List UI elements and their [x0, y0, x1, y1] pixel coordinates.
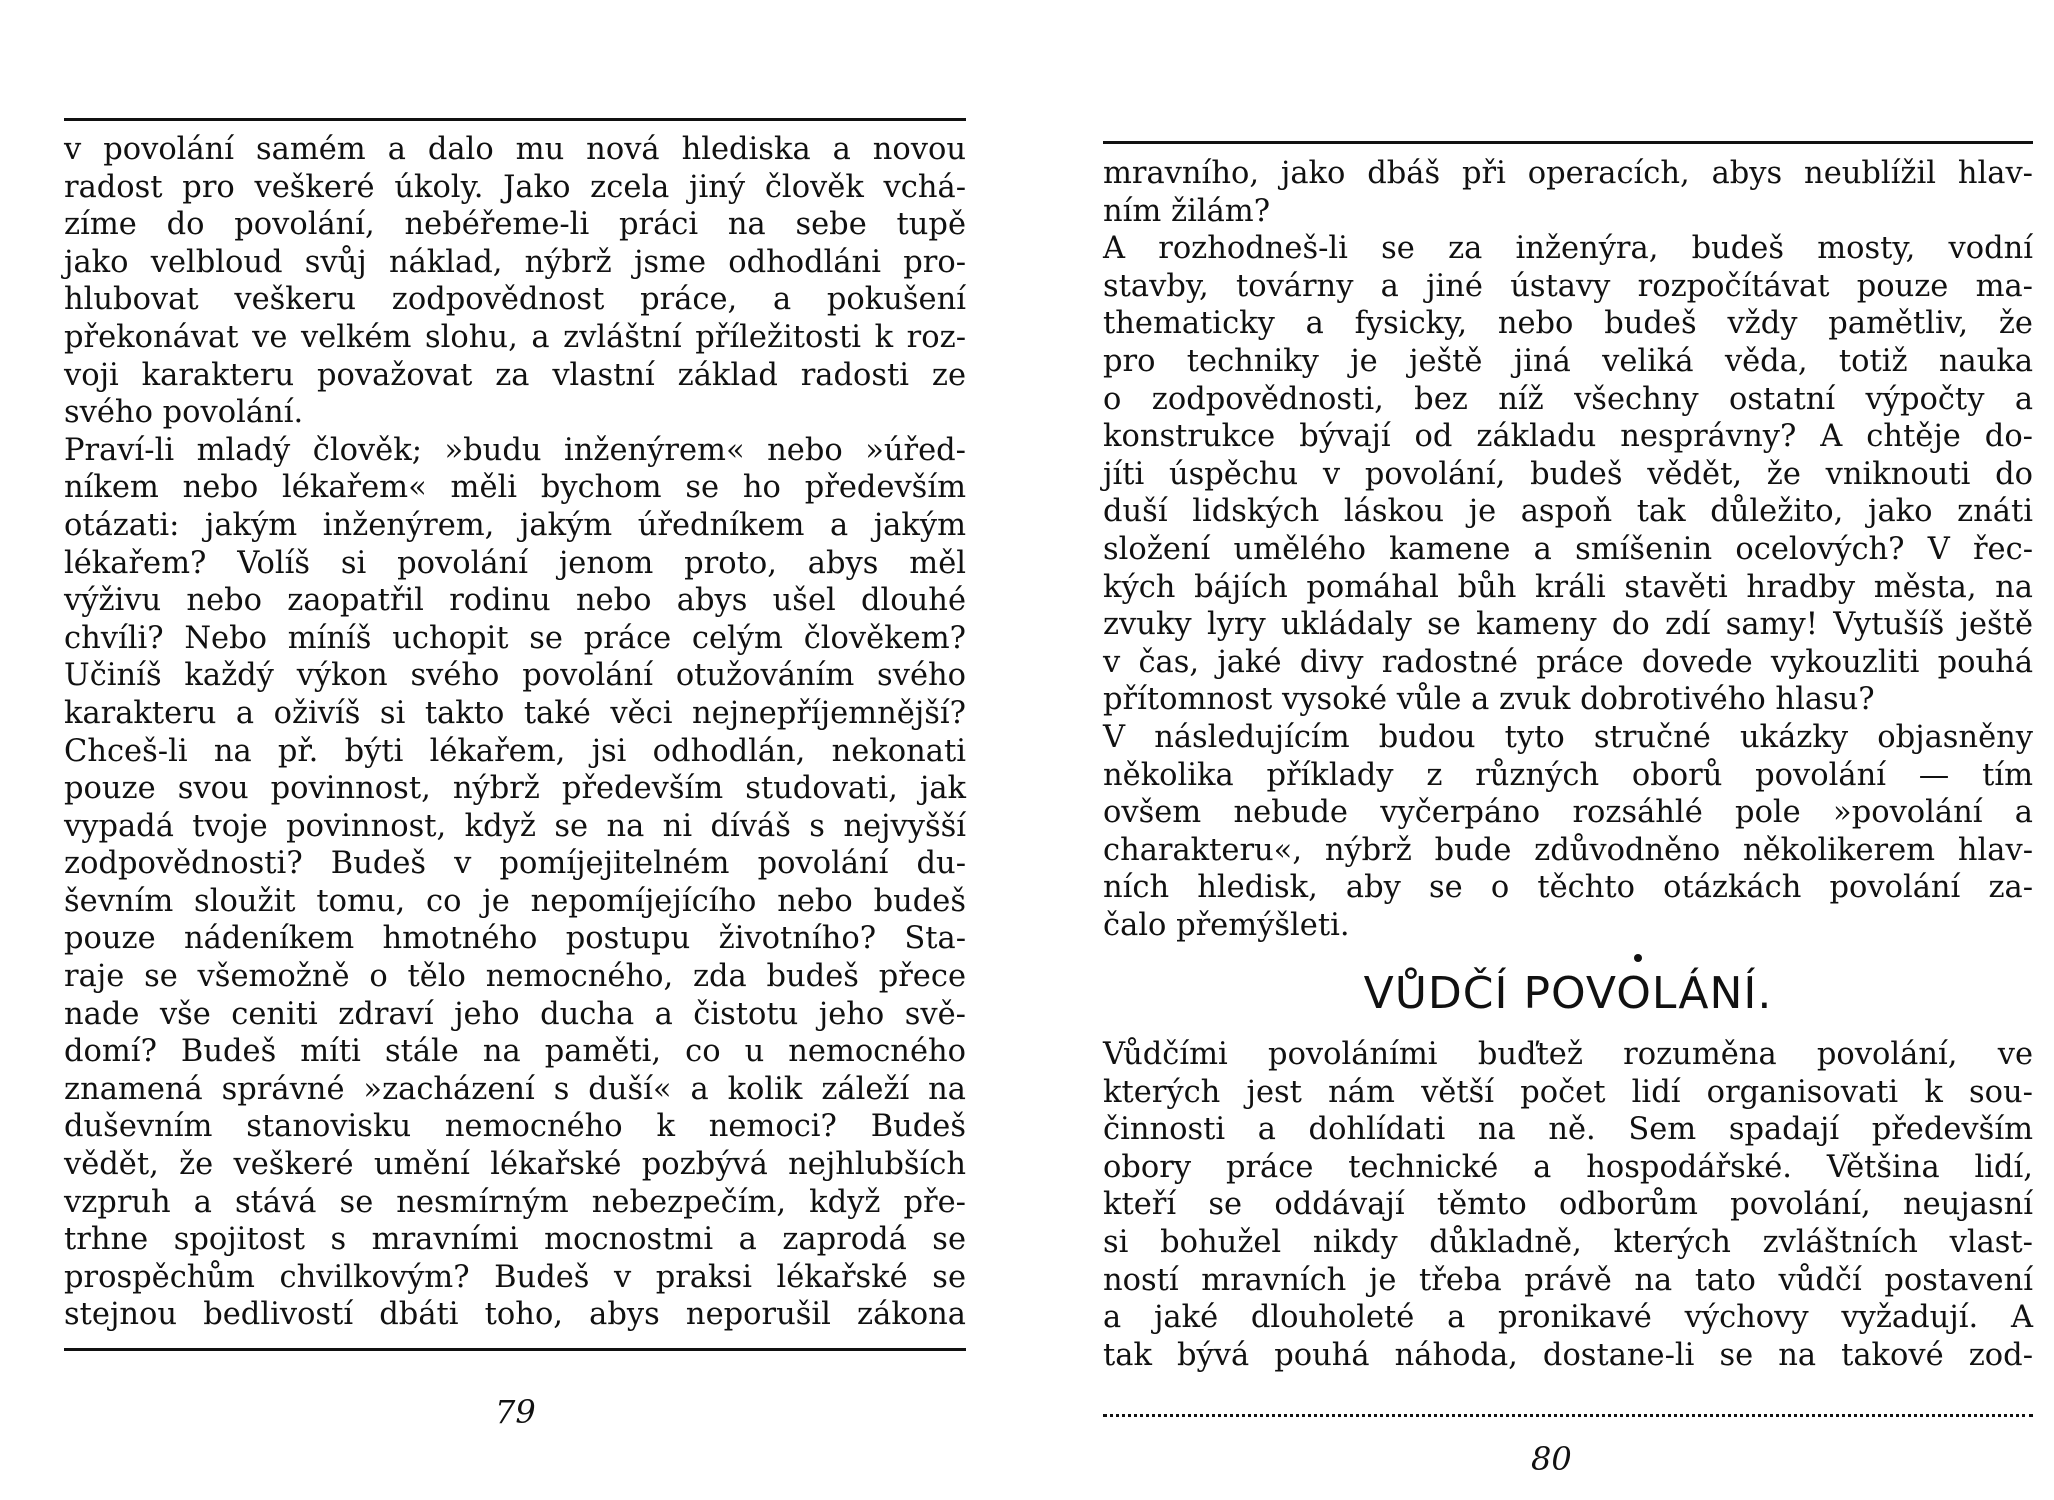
- text-line: v čas, jaké divy radostné práce dovede vykouzliti pouhá: [1103, 644, 2033, 680]
- text-line: ovšem nebude vyčerpáno rozsáhlé pole »povolání a: [1103, 795, 2033, 831]
- text-line: přítomnost vysoké vůle a zvuk dobrotivého hlasu?: [1103, 682, 1875, 718]
- text-line: si bohužel nikdy důkladně, kterých zvláštních vlast-: [1103, 1224, 2033, 1260]
- text-line: charakteru«, nýbrž bude zdůvodněno několikerem hlav-: [1103, 832, 2033, 868]
- text-line: radost pro veškeré úkoly. Jako zcela jiný člověk vchá-: [64, 169, 966, 205]
- text-line: stejnou bedlivostí dbáti toho, abys neporušil zákona: [64, 1297, 966, 1333]
- text-line: vypadá tvoje povinnost, když se na ni díváš s nejvyšší: [64, 808, 966, 844]
- text-line: svého povolání.: [64, 395, 304, 431]
- text-line: domí? Budeš míti stále na paměti, co u nemocného: [64, 1034, 966, 1070]
- left-body-text: [64, 131, 966, 1334]
- text-line: Vůdčími povoláními buďtež rozuměna povolání, ve: [1103, 1037, 2033, 1072]
- text-line: tak bývá pouhá náhoda, dostane-li se na takové zod-: [1103, 1337, 2033, 1373]
- section-heading: VŮDČÍ POVOLÁNÍ.: [1363, 968, 1773, 1019]
- top-rule: [1103, 141, 2033, 144]
- text-line: trhne spojitost s mravními mocnostmi a zaprodá se: [64, 1222, 966, 1258]
- bottom-rule: [1103, 1414, 2033, 1417]
- text-line: chvíli? Nebo míníš uchopit se práce celým člověkem?: [64, 620, 966, 656]
- text-line: Chceš-li na př. býti lékařem, jsi odhodlán, nekonati: [64, 733, 966, 769]
- text-line: vzpruh a stává se nesmírným nebezpečím, když pře-: [64, 1184, 966, 1220]
- text-line: výživu nebo zaopatřil rodinu nebo abys ušel dlouhé: [64, 583, 966, 619]
- text-line: zíme do povolání, nebéřeme-li práci na sebe tupě: [64, 207, 966, 243]
- text-line: níkem nebo lékařem« měli bychom se ho především: [64, 470, 966, 506]
- text-line: jako velbloud svůj náklad, nýbrž jsme odhodláni pro-: [64, 244, 966, 280]
- text-line: A rozhodneš-li se za inženýra, budeš mosty, vodní: [1103, 231, 2033, 267]
- text-line: znamená správné »zacházení s duší« a kolik záleží na: [64, 1071, 966, 1107]
- text-line: složení umělého kamene a smíšenin ocelových? V řec-: [1103, 531, 2033, 567]
- text-line: jíti úspěchu v povolání, budeš vědět, že vniknouti do: [1103, 456, 2033, 492]
- text-line: kteří se oddávají těmto odborům povolání, neujasní: [1103, 1187, 2033, 1223]
- text-line: překonávat ve velkém slohu, a zvláštní příležitosti k roz-: [64, 319, 966, 355]
- text-line: V následujícím budou tyto stručné ukázky objasněny: [1103, 719, 2033, 755]
- text-line: vědět, že veškeré umění lékařské pozbývá nejhlubších: [64, 1147, 966, 1183]
- top-rule: [64, 118, 966, 121]
- right-body-text-bottom: [1103, 1036, 2033, 1374]
- text-line: ních hledisk, aby se o těchto otázkách povolání za-: [1103, 870, 2033, 906]
- right-body-text-top: [1103, 155, 2033, 944]
- text-line: konstrukce bývají od základu nesprávny? A chtěje do-: [1103, 419, 2033, 455]
- text-line: karakteru a oživíš si takto také věci nejnepříjemnější?: [64, 695, 966, 731]
- text-line: čalo přemýšleti.: [1103, 907, 1350, 943]
- text-line: thematicky a fysicky, nebo budeš vždy pamětliv, že: [1103, 306, 2033, 342]
- text-line: pro techniky je ještě jiná veliká věda, totiž nauka: [1103, 343, 2033, 379]
- text-line: nade vše ceniti zdraví jeho ducha a čistotu jeho svě-: [64, 996, 966, 1032]
- text-line: Učiníš každý výkon svého povolání otužováním svého: [64, 658, 966, 694]
- text-line: o zodpovědnosti, bez níž všechny ostatní výpočty a: [1103, 381, 2033, 417]
- text-line: stavby, továrny a jiné ústavy rozpočítávat pouze ma-: [1103, 268, 2033, 304]
- ornament-dot: [1634, 954, 1642, 962]
- text-line: duševním stanovisku nemocného k nemoci? Budeš: [64, 1109, 966, 1145]
- text-line: ševním sloužit tomu, co je nepomíjejícího nebo budeš: [64, 883, 966, 919]
- text-line: hlubovat veškeru zodpovědnost práce, a pokušení: [64, 282, 966, 318]
- text-line: Praví-li mladý člověk; »budu inženýrem« nebo »úřed-: [64, 432, 966, 468]
- text-line: voji karakteru považovat za vlastní základ radosti ze: [64, 357, 966, 393]
- page-number: 80: [1531, 1440, 1572, 1478]
- text-line: v povolání samém a dalo mu nová hlediska a novou: [64, 132, 966, 167]
- text-line: kých bájích pomáhal bůh králi stavěti hradby města, na: [1103, 569, 2033, 605]
- text-line: a jaké dlouholeté a pronikavé výchovy vyžadují. A: [1103, 1300, 2033, 1336]
- text-line: mravního, jako dbáš při operacích, abys neublížil hlav-: [1103, 156, 2033, 191]
- text-line: otázati: jakým inženýrem, jakým úředníkem a jakým: [64, 507, 966, 543]
- text-line: ností mravních je třeba právě na tato vůdčí postavení: [1103, 1262, 2033, 1298]
- text-line: duší lidských láskou je aspoň tak důležito, jako znáti: [1103, 494, 2033, 530]
- text-line: raje se všemožně o tělo nemocného, zda budeš přece: [64, 959, 966, 995]
- text-line: pouze nádeníkem hmotného postupu životního? Sta-: [64, 921, 966, 957]
- text-line: několika příklady z různých oborů povolání — tím: [1103, 757, 2033, 793]
- text-line: obory práce technické a hospodářské. Většina lidí,: [1103, 1149, 2033, 1185]
- text-line: lékařem? Volíš si povolání jenom proto, abys měl: [64, 545, 966, 581]
- text-line: zvuky lyry ukládaly se kameny do zdí samy! Vytušíš ještě: [1103, 607, 2033, 643]
- text-line: ním žilám?: [1103, 193, 1271, 229]
- page-number: 79: [495, 1393, 536, 1431]
- text-line: činnosti a dohlídati na ně. Sem spadají především: [1103, 1112, 2033, 1148]
- text-line: kterých jest nám větší počet lidí organisovati k sou-: [1103, 1074, 2033, 1110]
- text-line: pouze svou povinnost, nýbrž především studovati, jak: [64, 771, 966, 807]
- text-line: zodpovědnosti? Budeš v pomíjejitelném povolání du-: [64, 846, 966, 882]
- right-page: [1027, 0, 2054, 1500]
- bottom-rule: [64, 1348, 966, 1351]
- text-line: prospěchům chvilkovým? Budeš v praksi lékařské se: [64, 1259, 966, 1295]
